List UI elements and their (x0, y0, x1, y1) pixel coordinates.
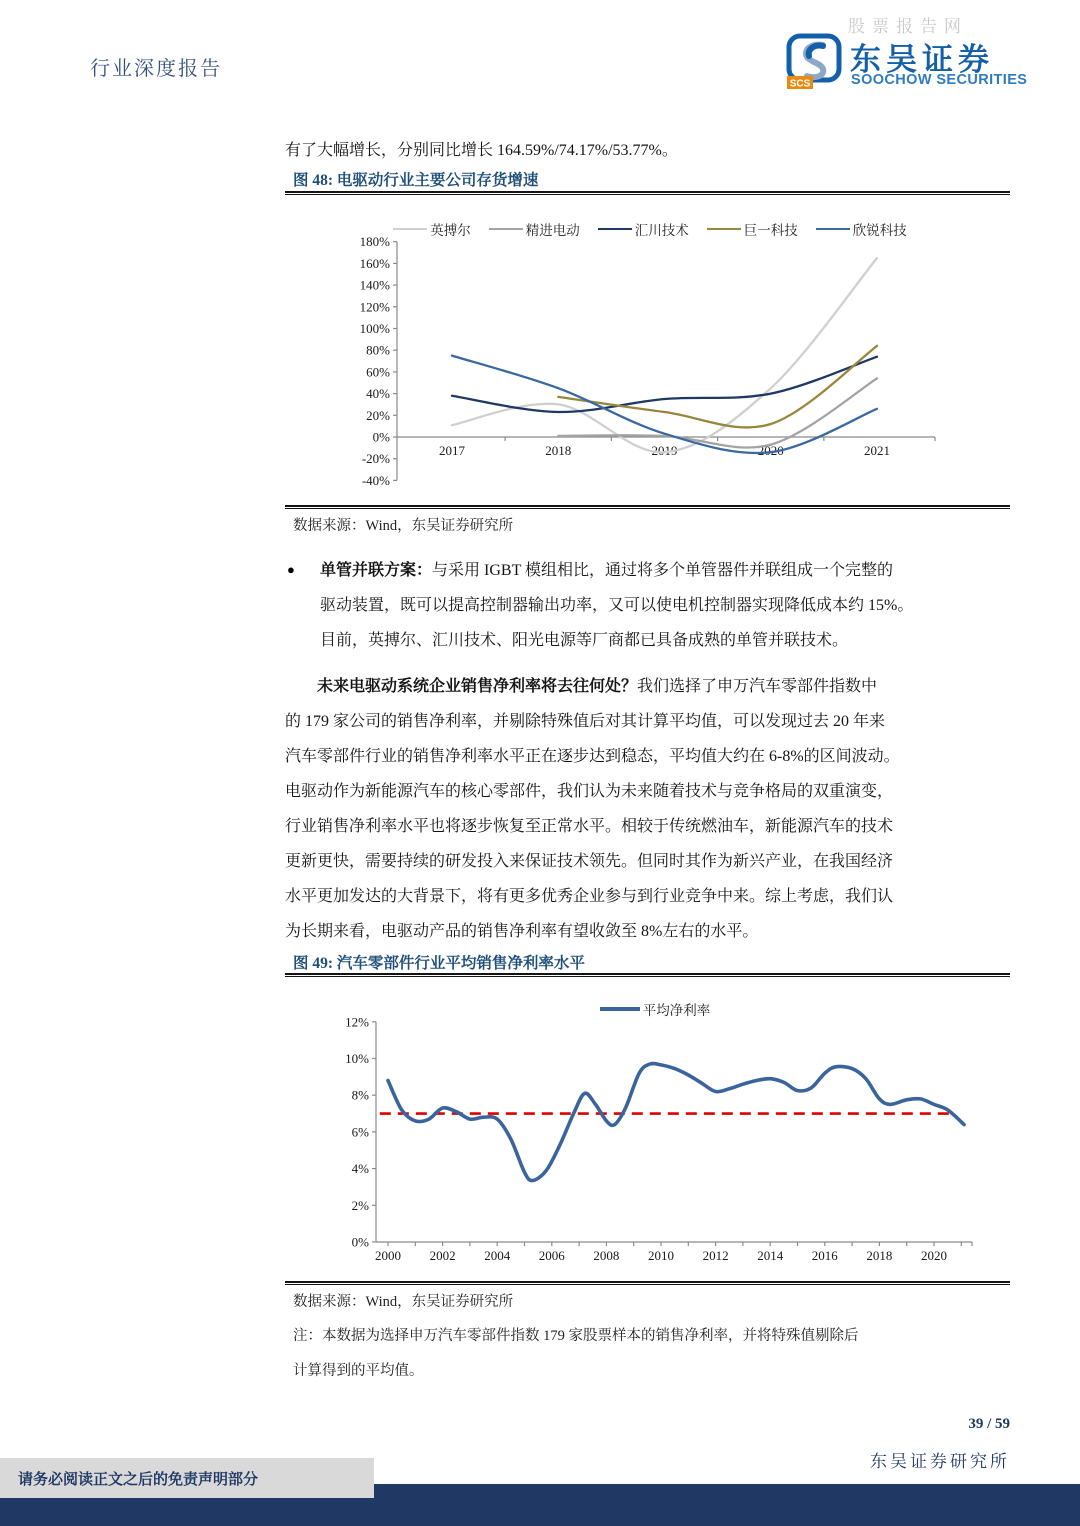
svg-text:2014: 2014 (757, 1248, 784, 1263)
bullet-icon: ● (287, 562, 295, 577)
soochow-logo-icon (785, 32, 847, 94)
body-line: 电驱动作为新能源汽车的核心零部件，我们认为未来随着技术与竞争格局的双重演变， (285, 783, 894, 800)
svg-text:10%: 10% (345, 1051, 369, 1066)
body-line: 为长期来看，电驱动产品的销售净利率有望收敛至 8%左右的水平。 (285, 923, 759, 940)
disclaimer-text: 请务必阅读正文之后的免责声明部分 (18, 1471, 259, 1488)
fig48-chart (340, 232, 960, 497)
institute-name: 东吴证券研究所 (870, 1452, 1010, 1471)
legend-line-swatch (816, 228, 850, 231)
svg-text:-40%: -40% (361, 472, 390, 488)
legend-label: 欣锐科技 (852, 223, 907, 238)
page-number: 39 / 59 (968, 1416, 1010, 1432)
legend-label: 巨一科技 (743, 223, 798, 238)
svg-text:120%: 120% (359, 299, 390, 315)
fig48-bottom-rule (285, 505, 1010, 509)
body-line: 更新更快，需要持续的研发投入来保证技术领先。但同时其作为新兴产业，在我国经济 (285, 853, 894, 870)
fig49-chart (330, 988, 980, 1278)
legend-line-swatch (489, 228, 523, 231)
svg-text:0%: 0% (351, 1234, 369, 1250)
legend-label: 汇川技术 (634, 223, 689, 238)
svg-text:2002: 2002 (429, 1248, 456, 1263)
svg-text:2012: 2012 (702, 1248, 729, 1263)
svg-text:60%: 60% (366, 364, 390, 380)
legend-label: 精进电动 (525, 223, 580, 238)
svg-text:2018: 2018 (545, 443, 572, 458)
svg-text:2020: 2020 (921, 1248, 947, 1263)
svg-text:2019: 2019 (651, 443, 678, 458)
fig49-title: 图 49: 汽车零部件行业平均销售净利率水平 (293, 955, 585, 972)
svg-text:160%: 160% (359, 255, 390, 271)
fig49-bottom-rule (285, 1281, 1010, 1285)
bullet-line: 目前，英搏尔、汇川技术、阳光电源等厂商都已具备成熟的单管并联技术。 (320, 632, 849, 649)
svg-text:140%: 140% (359, 277, 390, 293)
svg-text:-20%: -20% (361, 451, 390, 467)
fig49-note-line: 计算得到的平均值。 (293, 1363, 424, 1379)
svg-text:2010: 2010 (648, 1248, 674, 1263)
logo-chinese-name: 东吴证券 (850, 42, 994, 77)
report-type-label: 行业深度报告 (90, 58, 222, 80)
body-line: 的 179 家公司的销售净利率，并剔除特殊值后对其计算平均值，可以发现过去 20 年来 (285, 713, 886, 730)
svg-text:0%: 0% (372, 429, 390, 445)
watermark: 股票报告网 (848, 17, 968, 36)
svg-text:2006: 2006 (538, 1248, 565, 1263)
fig49-note-line: 注：本数据为选择申万汽车零部件指数 179 家股票样本的销售净利率，并将特殊值剔除后 (293, 1328, 859, 1344)
svg-text:SCS: SCS (789, 78, 811, 90)
legend-line-swatch (707, 228, 741, 231)
svg-text:180%: 180% (359, 234, 390, 250)
svg-text:2017: 2017 (439, 443, 465, 458)
svg-text:2008: 2008 (593, 1248, 620, 1263)
disclaimer-box (0, 1458, 374, 1498)
svg-text:2%: 2% (351, 1197, 369, 1213)
svg-text:40%: 40% (366, 386, 390, 402)
svg-text:2000: 2000 (375, 1248, 401, 1263)
svg-text:12%: 12% (345, 1014, 369, 1030)
body-line: 汽车零部件行业的销售净利率水平正在逐步达到稳态，平均值大约在 6-8%的区间波动。 (285, 748, 900, 765)
legend-label: 平均净利率 (642, 1003, 711, 1018)
svg-text:2021: 2021 (864, 443, 890, 458)
intro-text: 有了大幅增长，分别同比增长 164.59%/74.17%/53.77%。 (285, 142, 678, 159)
fig48-title: 图 48: 电驱动行业主要公司存货增速 (293, 172, 539, 189)
soochow-logo (785, 30, 1028, 100)
svg-text:20%: 20% (366, 407, 390, 423)
body-line: 未来电驱动系统企业销售净利率将去往何处？我们选择了申万汽车零部件指数中 (317, 678, 878, 695)
svg-text:2016: 2016 (811, 1248, 838, 1263)
svg-text:100%: 100% (359, 321, 390, 336)
svg-text:2020: 2020 (757, 443, 784, 458)
body-line: 水平更加发达的大背景下，将有更多优秀企业参与到行业竞争中来。综上考虑，我们认 (285, 888, 894, 905)
bullet-line: 单管并联方案：与采用 IGBT 模组相比，通过将多个单管器件并联组成一个完整的 (320, 562, 894, 579)
svg-text:4%: 4% (351, 1161, 369, 1177)
fig49-top-rule (285, 973, 1010, 977)
fig49-source: 数据来源：Wind，东吴证券研究所 (293, 1294, 514, 1310)
bullet-line: 驱动装置，既可以提高控制器输出功率，又可以使电机控制器实现降低成本约 15%。 (320, 597, 914, 614)
svg-text:2004: 2004 (484, 1248, 511, 1263)
svg-text:2018: 2018 (866, 1248, 893, 1263)
body-line: 行业销售净利率水平也将逐步恢复至正常水平。相较于传统燃油车，新能源汽车的技术 (285, 818, 894, 835)
svg-text:80%: 80% (366, 342, 390, 358)
fig48-source: 数据来源：Wind，东吴证券研究所 (293, 518, 514, 534)
logo-english-name: SOOCHOW SECURITIES (851, 72, 1028, 88)
legend-line-swatch (393, 228, 427, 231)
svg-text:6%: 6% (351, 1124, 369, 1140)
legend-line-swatch (598, 228, 632, 231)
legend-label: 英搏尔 (430, 223, 471, 238)
svg-text:8%: 8% (351, 1087, 369, 1103)
fig48-top-rule (285, 191, 1010, 195)
